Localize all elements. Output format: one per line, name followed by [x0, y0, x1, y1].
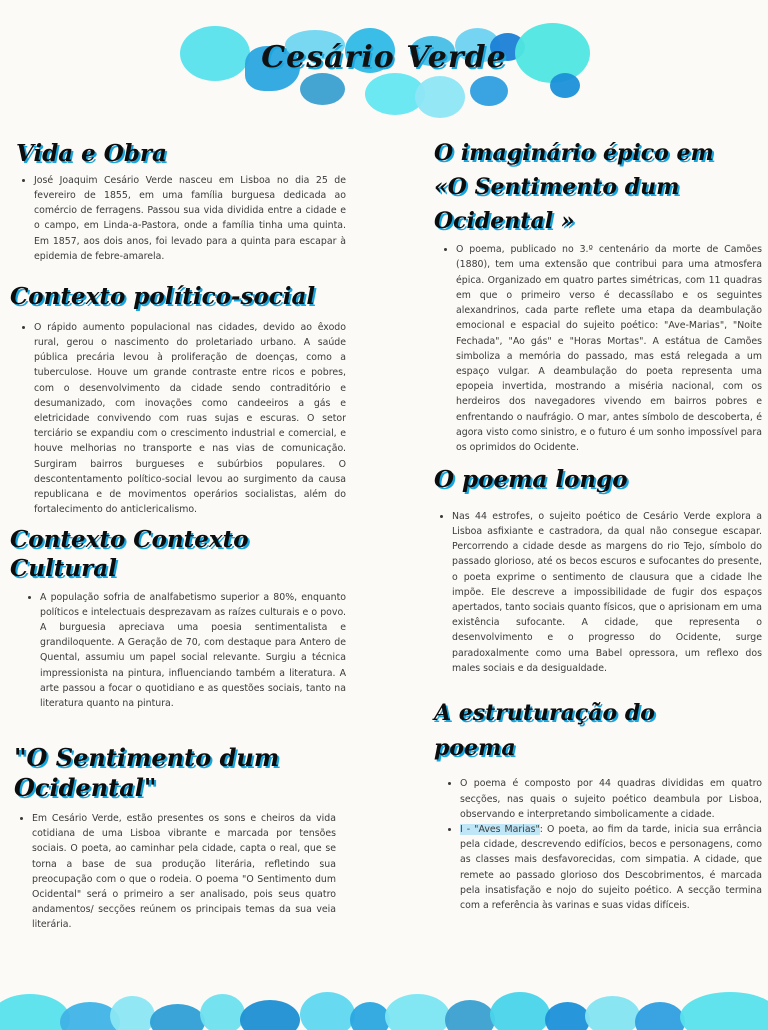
heading-line: A estruturação do: [434, 700, 655, 726]
footer-decoration: [0, 990, 768, 1030]
list-item: [460, 822, 762, 913]
section-heading: O poema longo: [434, 466, 628, 493]
heading-line: "O Sentimento dum: [14, 743, 280, 772]
section-contexto-cultural: [10, 526, 346, 711]
section-heading: [434, 136, 762, 238]
heading-line: Ocidental »: [434, 208, 575, 235]
list-item: • Nas 44 estrofes, o sujeito poético de Cesário Verde explora a Lisboa asfixiante e castradora, da qual não consegue escapar. Percorrendo a cidade desde as margens do rio Tejo, símbolo do passado glorioso, até os becos escuros e sufocantes do presente, o poeta exprime o sentimento de clausura que a cidade lhe impõe. Ele descreve a impossibilidade de fugir dos espaços apertados, tanto sociais quanto físicos, que o aprisionam em uma existência sufocante. A cidade, que representa o desenvolvimento e o progresso do Ocidente, surge paradoxalmente como uma Babel opressora, um reflexo dos males sociais e da desigualdade.: [452, 509, 762, 676]
section-heading: Contexto político-social: [10, 283, 316, 310]
list-item: • O rápido aumento populacional nas cidades, devido ao êxodo rural, gerou o nascimento do proletariado urbano. A saúde pública precária levou à proliferação de doenças, como a tuberculose. Houve um grande contraste entre ricos e pobres, com o desenvolvimento da cidade sendo contraditório e desumanizado, com inovações como candeeiros a gás e eletricidade convivendo com ruas sujas e escuras. O setor terciário se expandiu com o crescimento industrial e comercial, e houve melhorias no transporte e nas vias de comunicação. Surgiram bairros burgueses e subúrbios populares. O descontentamento político-social levou ao surgimento da causa republicana e de movimentos operários socialistas, além do fortalecimento do anticlericalismo.: [34, 320, 346, 518]
list-item: • A população sofria de analfabetismo superior a 80%, enquanto políticos e intelectuais desprezavam as raízes culturais e o povo. A burguesia apreciava uma poesia sentimentalista e grandiloquente. A Geração de 70, com destaque para Antero de Quental, assumiu um papel social relevante. Surgiu a técnica impressionista na pintura, influenciando também a literatura. A arte passou a focar o quotidiano e as questões sociais, tanto na literatura quanto na pintura.: [40, 590, 346, 712]
section-estruturacao-do-poema: [434, 696, 762, 913]
item-text: : O poeta, ao fim da tarde, inicia sua errância pela cidade, descrevendo edifícios, becos e personagens, como as classes mais desfavorecidas, com simpatia. A cidade, que remete ao passado glorioso dos Descobrimentos, é marcada pela insatisfação e nojo do sujeito poético. A secção termina com a referência às varinas e suas vidas difíceis.: [460, 823, 762, 911]
heading-line: O imaginário épico em: [434, 140, 714, 166]
heading-line: Contexto Contexto: [10, 526, 249, 553]
list-item: • O poema é composto por 44 quadras divididas em quatro secções, nas quais o sujeito poético deambula por Lisboa, observando e interpretando simbolicamente a cidade.: [460, 776, 762, 822]
section-heading: [14, 743, 336, 803]
heading-line: poema: [434, 735, 516, 762]
heading-line: «O Sentimento dum: [434, 174, 680, 201]
section-vida-e-obra: [16, 140, 346, 264]
section-o-poema-longo: [434, 466, 762, 676]
section-heading: [10, 526, 346, 584]
section-imaginario-epico: [434, 136, 762, 455]
page-title: Cesário Verde: [261, 40, 507, 75]
list-item: • José Joaquim Cesário Verde nasceu em Lisboa no dia 25 de fevereiro de 1855, em uma família burguesa dedicada ao comércio de ferragens. Passou sua vida dividida entre a cidade e o campo, em Linda-a-Pastora, onde a família tinha uma quinta. Em 1857, aos dois anos, foi levado para a quinta para escapar à epidemia de febre-amarela.: [34, 173, 346, 264]
heading-line: Ocidental": [14, 773, 157, 802]
section-heading: Vida e Obra: [16, 140, 167, 167]
heading-line: Cultural: [10, 554, 117, 582]
highlighted-text: I - "Aves Marias": [460, 823, 540, 835]
section-contexto-politico-social: [10, 283, 346, 517]
list-item: • O poema, publicado no 3.º centenário da morte de Camões (1880), tem uma extensão que contribui para uma atmosfera épica. Organizado em quatro partes simétricas, com 11 quadras em que o primeiro verso é decassílabo e os seguintes alexandrinos, cada parte reflete uma etapa da deambulação emocional e espacial do sujeito poético: "Ave-Marias", "Noite Fechada", "Ao gás" e "Horas Mortas". A estátua de Camões simboliza a memória do passado, mas está relegada a um espaço vulgar. A deambulação do poeta representa uma epopeia invertida, mostrando a miséria nacional, com os herdeiros dos navegadores vivendo em bairros pobres e enfrentando o naufrágio. O mar, antes símbolo de descoberta, é agora visto como sinistro, e o futuro é um sonho impossível para os oprimidos do Ocidente.: [456, 242, 762, 455]
section-heading: [434, 696, 762, 766]
section-o-sentimento-dum-ocidental: [14, 743, 336, 933]
list-item: • Em Cesário Verde, estão presentes os sons e cheiros da vida cotidiana de uma Lisboa vibrante e marcada por tensões sociais. O poeta, ao caminhar pela cidade, capta o real, que se torna a base de sua produção literária, refletindo sua preocupação com o que o rodeia. O poema "O Sentimento dum Ocidental" será o primeiro a ser analisado, pois seus quatro andamentos/ secções reúnem os principais temas da sua veia literária.: [32, 811, 336, 933]
